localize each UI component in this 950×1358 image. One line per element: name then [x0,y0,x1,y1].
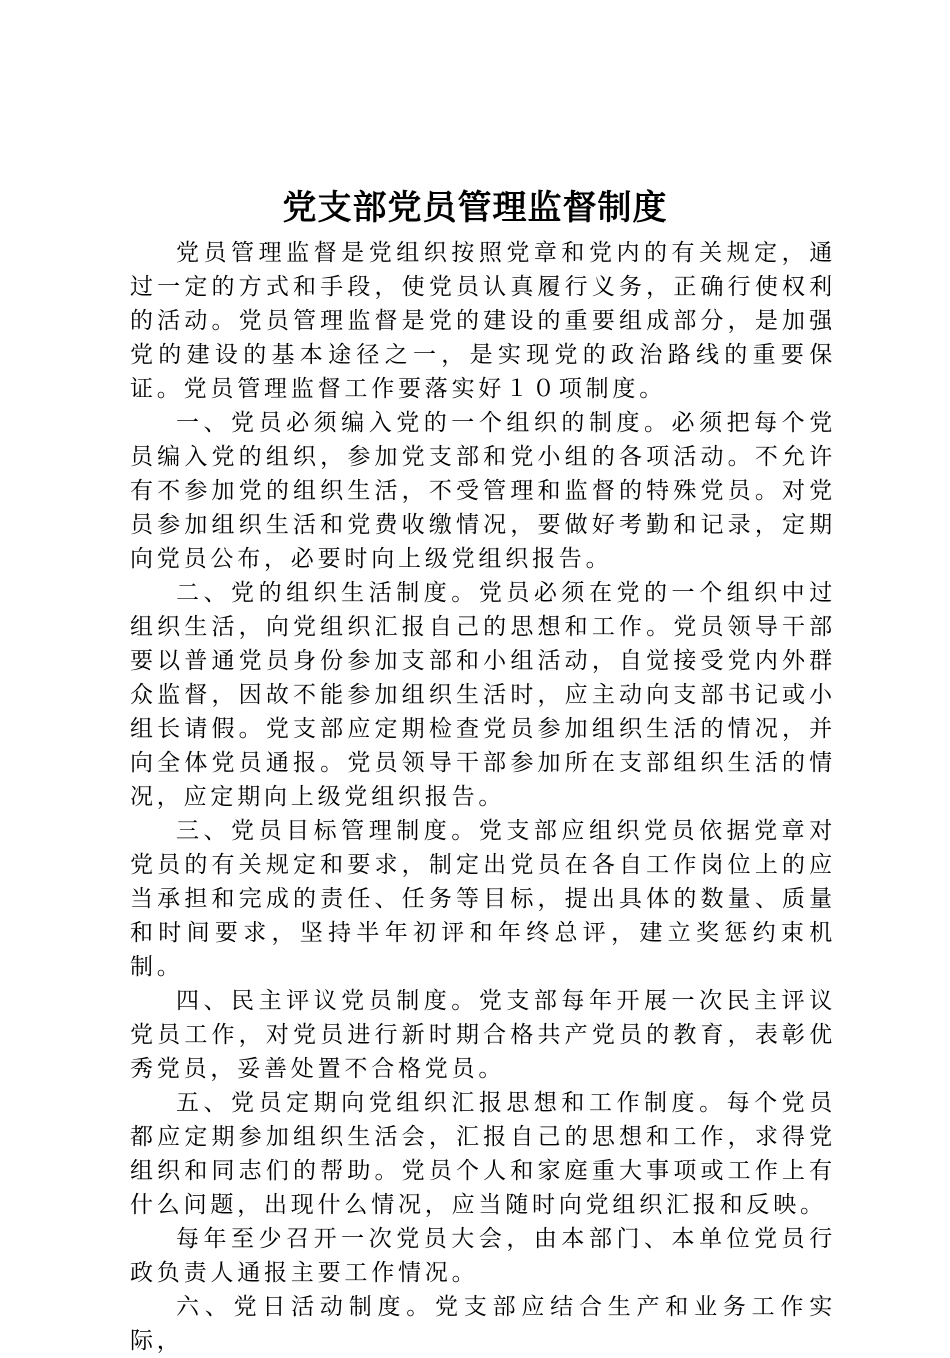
paragraph-2: 二、党的组织生活制度。党员必须在党的一个组织中过组织生活，向党组织汇报自己的思想和工作。党员领导干部要以普通党员身份参加支部和小组活动，自觉接受党内外群众监督，因故不能参加组织生活时，应主动向支部书记或小组长请假。党支部应定期检查党员参加组织生活的情况，并向全体党员通报。党员领导干部参加所在支部组织生活的情况，应定期向上级党组织报告。 [130,580,836,810]
document-body [130,236,836,1358]
paragraph-3: 三、党员目标管理制度。党支部应组织党员依据党章对党员的有关规定和要求，制定出党员在各自工作岗位上的应当承担和完成的责任、任务等目标，提出具体的数量、质量和时间要求，坚持半年初评和年终总评，建立奖惩约束机制。 [130,818,836,980]
document-title: 党支部党员管理监督制度 [282,188,668,228]
paragraph-5: 五、党员定期向党组织汇报思想和工作制度。每个党员都应定期参加组织生活会，汇报自己的思想和工作，求得党组织和同志们的帮助。党员个人和家庭重大事项或工作上有什么问题，出现什么情况，应当随时向党组织汇报和反映。 [130,1090,836,1218]
paragraph-annual-meeting: 每年至少召开一次党员大会，由本部门、本单位党员行政负责人通报主要工作情况。 [130,1226,836,1286]
paragraph-6: 六、党日活动制度。党支部应结合生产和业务工作实际， [130,1294,836,1354]
paragraph-4: 四、民主评议党员制度。党支部每年开展一次民主评议党员工作，对党员进行新时期合格共产党员的教育，表彰优秀党员，妥善处置不合格党员。 [130,988,836,1082]
paragraph-1: 一、党员必须编入党的一个组织的制度。必须把每个党员编入党的组织，参加党支部和党小组的各项活动。不允许有不参加党的组织生活，不受管理和监督的特殊党员。对党员参加组织生活和党费收缴情况，要做好考勤和记录，定期向党员公布，必要时向上级党组织报告。 [130,410,836,572]
paragraph-intro: 党员管理监督是党组织按照党章和党内的有关规定，通过一定的方式和手段，使党员认真履行义务，正确行使权利的活动。党员管理监督是党的建设的重要组成部分，是加强党的建设的基本途径之一，是实现党的政治路线的重要保证。党员管理监督工作要落实好１０项制度。 [130,240,836,402]
